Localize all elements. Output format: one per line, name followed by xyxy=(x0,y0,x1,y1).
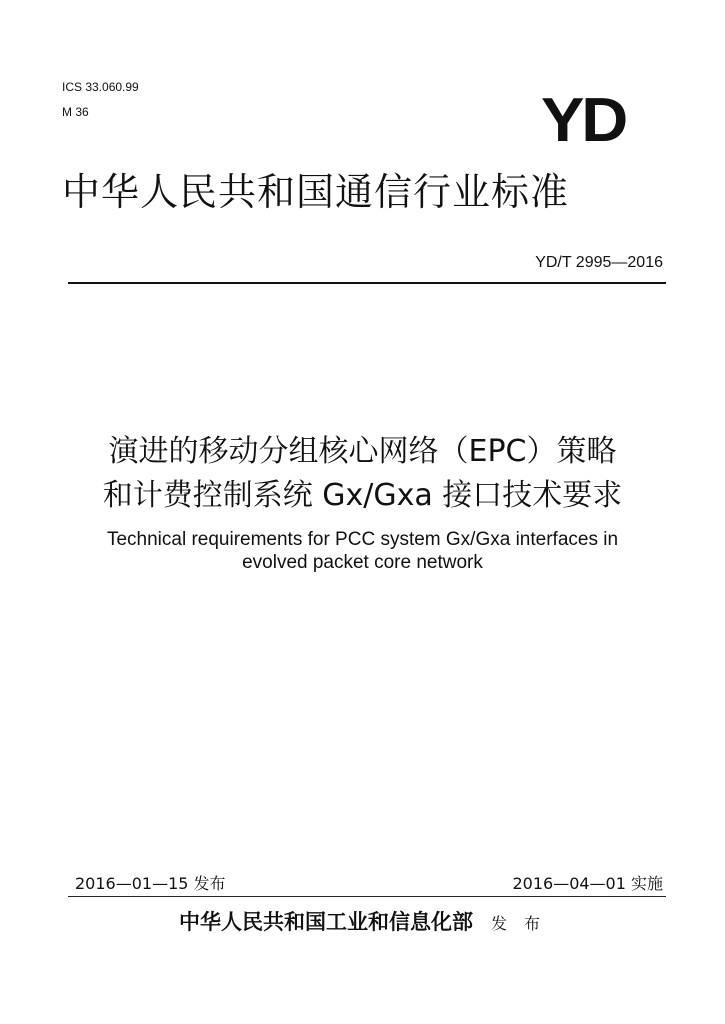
publish-label: 发 布 xyxy=(490,914,547,933)
ccs-code: M 36 xyxy=(62,105,89,119)
implementation-date: 2016—04—01 实施 xyxy=(512,874,663,893)
footer-divider xyxy=(68,896,666,897)
issuer-line xyxy=(0,908,725,938)
ics-code: ICS 33.060.99 xyxy=(62,80,139,94)
document-title-cn-line2: 和计费控制系统 Gx/Gxa 接口技术要求 xyxy=(102,478,623,513)
yd-logo: YD xyxy=(541,86,626,155)
issue-date: 2016—01—15 发布 xyxy=(75,874,226,893)
standard-category-title: 中华人民共和国通信行业标准 xyxy=(62,170,570,214)
issuer-name: 中华人民共和国工业和信息化部 xyxy=(178,909,473,934)
document-title-en-line2: evolved packet core network xyxy=(242,552,483,573)
document-title-cn-line1: 演进的移动分组核心网络（EPC）策略 xyxy=(108,434,617,469)
header-divider xyxy=(68,282,666,284)
document-title-en-line1: Technical requirements for PCC system Gx/Gxa interfaces in xyxy=(106,529,619,550)
standard-number: YD/T 2995—2016 xyxy=(535,254,663,271)
